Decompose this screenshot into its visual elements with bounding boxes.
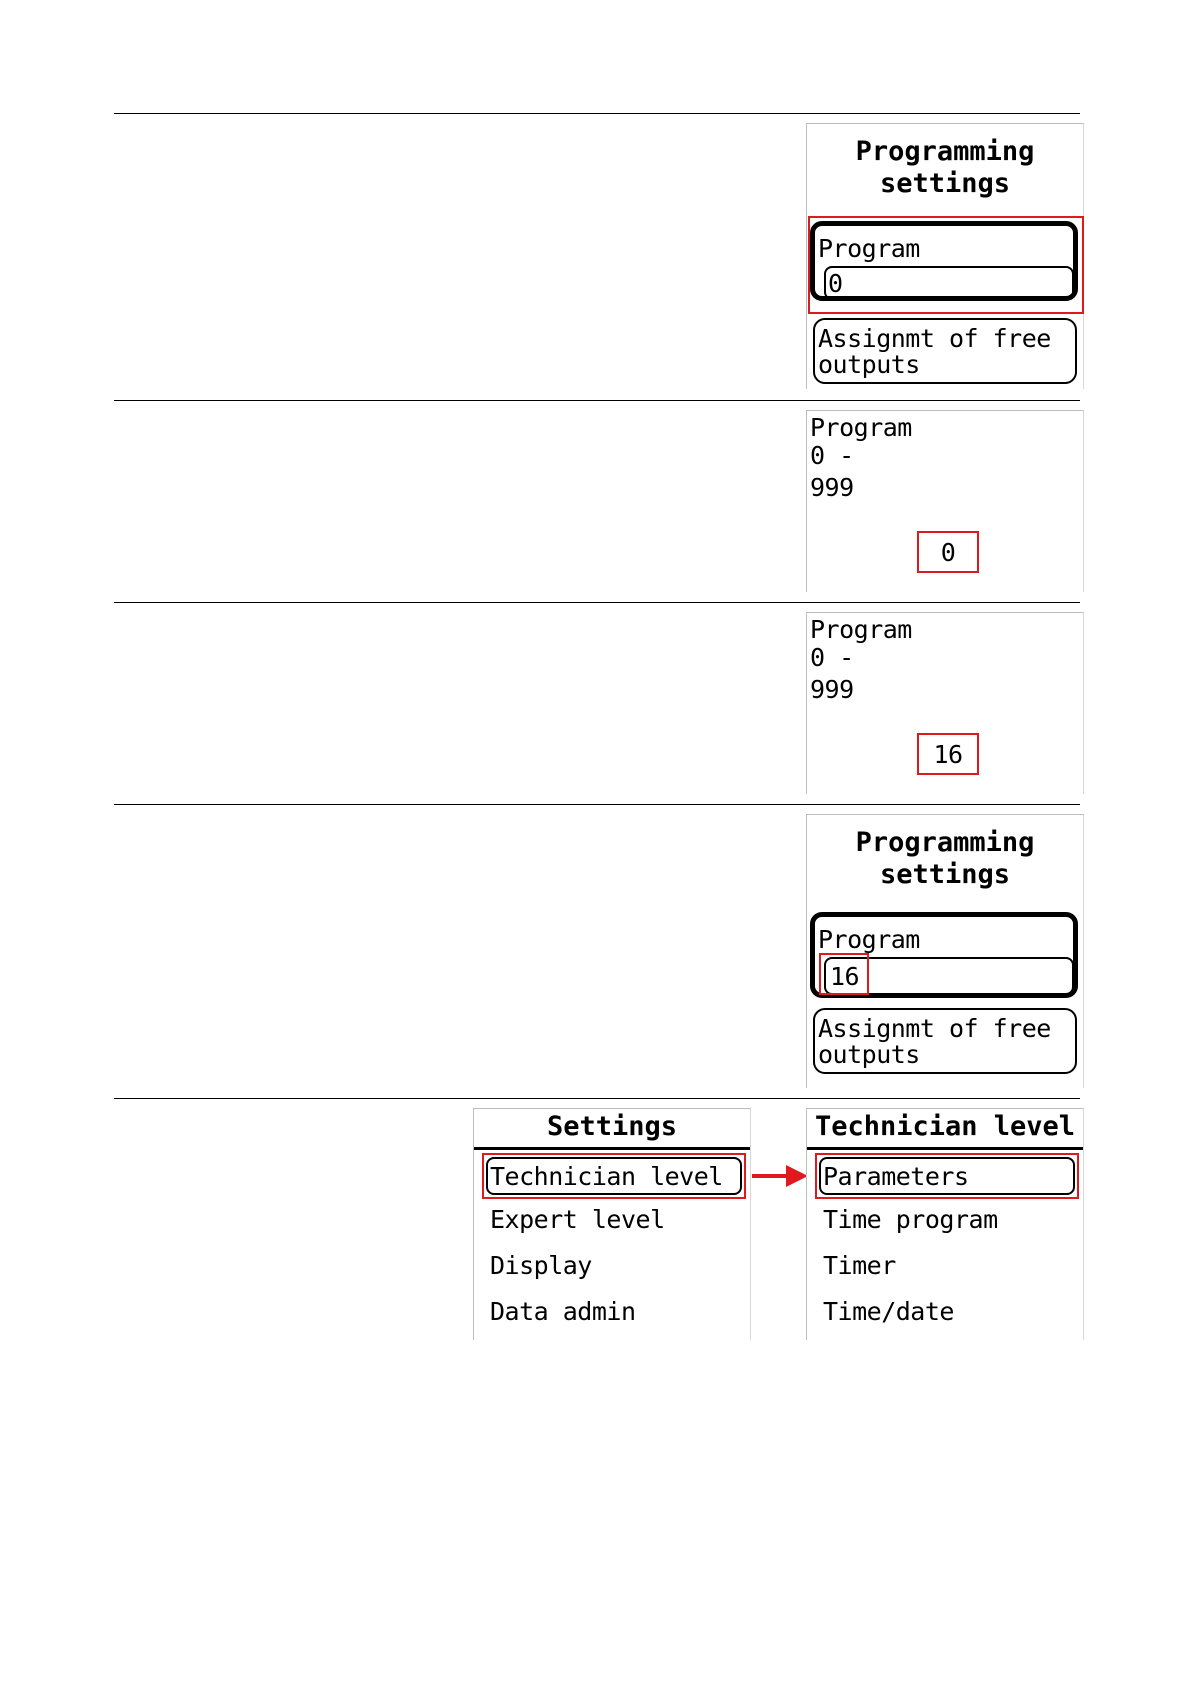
menu-item-time-date[interactable]: Time/date [823, 1297, 954, 1326]
settings-menu-screen [473, 1108, 751, 1340]
program-label: Program [810, 615, 912, 644]
title-underline [474, 1147, 750, 1150]
programming-settings-screen [806, 814, 1084, 1088]
value-text: 16 [933, 740, 963, 769]
menu-item-time-program[interactable]: Time program [823, 1205, 998, 1234]
menu-item-expert-level[interactable]: Expert level [490, 1205, 665, 1234]
separator-line [114, 804, 1080, 805]
screen-title [807, 136, 1083, 200]
assignment-free-outputs-button[interactable] [813, 318, 1077, 384]
separator-line [114, 602, 1080, 603]
screen-title-line1: Programming [855, 136, 1035, 167]
value-input-box[interactable] [917, 733, 979, 775]
title-underline [807, 1147, 1083, 1150]
highlight-box [815, 1153, 1079, 1199]
menu-title: Technician level [814, 1111, 1076, 1142]
program-value-edit-screen [806, 410, 1084, 592]
program-value: 16 [830, 962, 860, 991]
assignment-label-line2: outputs [818, 350, 920, 379]
menu-item-label: Technician level [490, 1162, 723, 1191]
highlight-box [808, 216, 1084, 314]
range-line1: 0 - [810, 643, 854, 672]
assignment-label-line2: outputs [818, 1040, 920, 1069]
separator-line [114, 113, 1080, 114]
assignment-free-outputs-button[interactable] [813, 1008, 1077, 1074]
menu-item-timer[interactable]: Timer [823, 1251, 896, 1280]
program-field-label: Program [818, 925, 920, 954]
menu-item-data-admin[interactable]: Data admin [490, 1297, 636, 1326]
program-value: 0 [828, 269, 843, 298]
separator-line [114, 400, 1080, 401]
program-label: Program [810, 413, 912, 442]
program-value-edit-screen [806, 612, 1084, 794]
programming-settings-screen [806, 123, 1084, 389]
range-line1: 0 - [810, 441, 854, 470]
range-line2: 999 [810, 675, 854, 704]
value-input-box[interactable] [917, 531, 979, 573]
arrow-right-icon [752, 1164, 808, 1188]
value-text: 0 [940, 538, 956, 567]
assignment-label-line1: Assignmt of free [818, 324, 1051, 353]
highlight-box [819, 953, 869, 995]
menu-item-display[interactable]: Display [490, 1251, 592, 1280]
screen-title-line2: settings [879, 168, 1011, 199]
program-field-label: Program [818, 234, 920, 263]
screen-title-line1: Programming [855, 827, 1035, 858]
separator-line [114, 1098, 1080, 1099]
screen-title-line2: settings [879, 859, 1011, 890]
range-line2: 999 [810, 473, 854, 502]
highlight-box [482, 1153, 746, 1199]
menu-title: Settings [546, 1111, 678, 1142]
technician-level-menu-screen [806, 1108, 1084, 1340]
menu-item-label: Parameters [823, 1162, 969, 1191]
assignment-label-line1: Assignmt of free [818, 1014, 1051, 1043]
screen-title [807, 827, 1083, 891]
